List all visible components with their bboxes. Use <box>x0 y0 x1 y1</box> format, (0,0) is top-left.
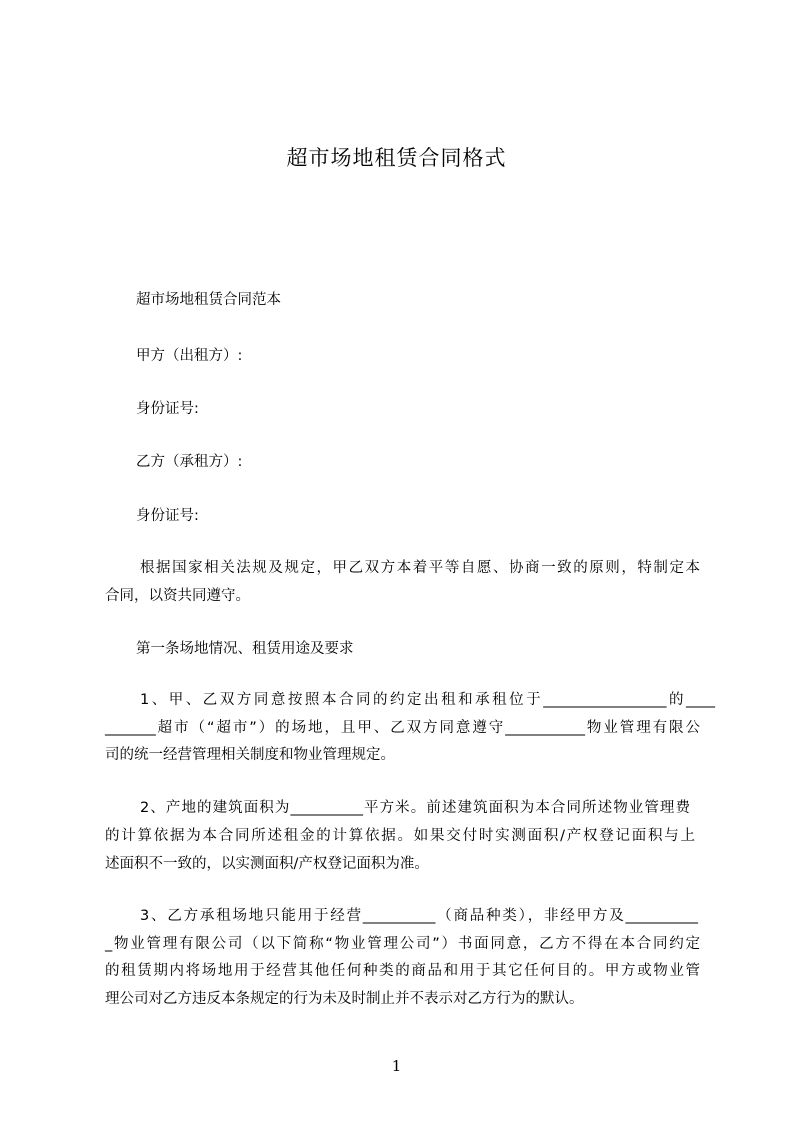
preamble-line: 合同，以资共同遵守。 <box>105 588 250 604</box>
clause-line: _______超市（“超市”）的场地，且甲、乙双方同意遵守___________物业管理有限公 <box>105 720 700 736</box>
clause-line: 2、产地的建筑面积为__________平方米。前述建筑面积为本合同所述物业管理费 <box>140 800 690 816</box>
article-heading: 第一条场地情况、租赁用途及要求 <box>136 641 354 657</box>
party-b-label: 乙方（承租方）: <box>136 454 243 470</box>
clause-line: 的租赁期内将场地用于经营其他任何种类的商品和用于其它任何目的。甲方或物业管 <box>105 963 700 979</box>
preamble-line: 根据国家相关法规及规定，甲乙双方本着平等自愿、协商一致的原则，特制定本 <box>140 560 700 576</box>
clause-line: 1、甲、乙双方同意按照本合同的约定出租和承租位于_________________的____ <box>140 692 715 708</box>
party-a-label: 甲方（出租方）: <box>136 348 243 364</box>
clause-line: 司的统一经营管理相关制度和物业管理规定。 <box>105 747 395 763</box>
document-title: 超市场地租赁合同格式 <box>286 146 507 170</box>
party-a-id-label: 身份证号: <box>136 401 199 417</box>
contract-heading: 超市场地租赁合同范本 <box>136 292 281 308</box>
clause-line: 的计算依据为本合同所述租金的计算依据。如果交付时实测面积/产权登记面积与上 <box>105 828 695 844</box>
clause-line: 3、乙方承租场地只能用于经营__________（商品种类），非经甲方及__________ <box>140 908 698 924</box>
clause-line: _物业管理有限公司（以下简称“物业管理公司”）书面同意，乙方不得在本合同约定 <box>105 936 700 952</box>
clause-line: 述面积不一致的，以实测面积/产权登记面积为准。 <box>105 856 429 872</box>
page-number: 1 <box>391 1057 402 1075</box>
clause-line: 理公司对乙方违反本条规定的行为未及时制止并不表示对乙方行为的默认。 <box>105 991 584 1007</box>
party-b-id-label: 身份证号: <box>136 508 199 524</box>
